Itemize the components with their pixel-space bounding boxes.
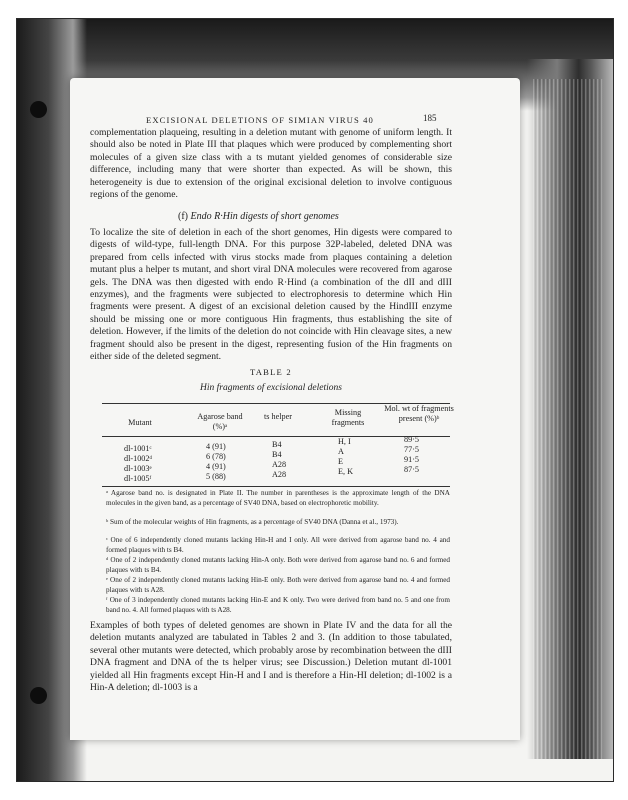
cell-missing: E, K [338, 467, 354, 476]
cell-missing: H, I [338, 437, 351, 446]
running-head: EXCISIONAL DELETIONS OF SIMIAN VIRUS 40 [146, 115, 374, 125]
cell-missing: A [338, 447, 344, 456]
section-heading [178, 211, 339, 222]
footnote-d: ᵈ One of 2 independently cloned mutants lacking Hin-A only. Both were derived from agarose band no. 6 and formed plaques with ts B4. [106, 556, 450, 574]
footnote-f: ᶠ One of 3 independently cloned mutants lacking Hin-E and K only. Two were derived from band no. 5 and one from band no. 4. All formed plaques with ts A28. [106, 596, 450, 614]
cell-band: 4 (91) [206, 442, 226, 451]
col-header-helper: ts helper [264, 412, 292, 421]
page-number: 185 [423, 113, 437, 123]
table-label: TABLE 2 [250, 367, 292, 377]
cell-band: 4 (91) [206, 462, 226, 471]
footnote-e: ᵉ One of 2 independently cloned mutants lacking Hin-E only. Both were derived from agarose band no. 4 and formed plaques with ts A28. [106, 576, 450, 594]
section-label: (f) [178, 211, 191, 222]
cell-mw: 87·5 [404, 465, 420, 474]
cell-mutant: dl-1003ᵉ [124, 464, 152, 473]
cell-band: 6 (78) [206, 452, 226, 461]
cell-helper: A28 [272, 460, 287, 469]
cell-band: 5 (88) [206, 472, 226, 481]
cell-mw: 77·5 [404, 445, 420, 454]
table-caption: Hin fragments of excisional deletions [200, 383, 342, 393]
cell-helper: A28 [272, 470, 287, 479]
cell-mutant: dl-1001ᶜ [124, 444, 152, 453]
binder-hole-top [30, 101, 47, 118]
cell-mw: 89·5 [404, 435, 420, 444]
footnote-c: ᶜ One of 6 independently cloned mutants lacking Hin-H and I only. All were derived from agarose band no. 4 and formed plaques with ts B4. [106, 536, 450, 554]
footnote-a: ᵃ Agarose band no. is designated in Plate II. The number in parentheses is the approximate length of the DNA molecules in the given band, as a percentage of SV40 DNA, based on electrophoretic mobility. [106, 489, 450, 507]
cell-mutant: dl-1005ᶠ [124, 474, 152, 483]
cell-helper: B4 [272, 440, 282, 449]
col-header-mw: Mol. wt of fragments present (%)ᵇ [384, 404, 454, 423]
cell-mutant: dl-1002ᵈ [124, 454, 153, 463]
table-header-rule [102, 436, 450, 437]
cell-missing: E [338, 457, 344, 466]
cell-mw: 91·5 [404, 455, 420, 464]
cell-helper: B4 [272, 450, 282, 459]
section-title: Endo R·Hin digests of short genomes [190, 211, 339, 222]
col-header-mutant: Mutant [128, 418, 152, 427]
col-header-missing: Missing fragments [331, 408, 365, 427]
intro-paragraph: complementation plaqueing, resulting in a deletion mutant with genome of uniform length. It should also be noted in Plate III that plaques which were produced by complementing short molecules of a given size class with a ts mutant yielded genomes of considerable size difference, including many that were shorter than expected. As will be shown, this heterogeneity is due to extension of the original excisional deletion to involve contiguous regions of the genome. [90, 127, 452, 201]
section-paragraph: To localize the site of deletion in each of the short genomes, Hin digests were compared to digests of wild-type, full-length DNA. For this purpose 32P-labeled, deleted DNA was prepared from cells infected with virus stocks made from plaques containing a deletion mutant plus a helper ts mutant, and short viral DNA molecules were recovered from agarose gels. The DNA was then digested with endo R·Hind (a combination of the dII and dIII enzymes), and the fragments were subjected to electrophoresis to determine which Hin fragments were present. A digest of an excisional deletion caused by the HindIII enzyme should be missing one or more contiguous Hin fragments, thus establishing the site of deletion. However, if the limits of the deletion do not coincide with Hin cleavage sites, a new fragment should also be present in the digest, representing fusion of the Hin fragments on either side of the deleted segment. [90, 227, 452, 363]
table-bottom-rule [102, 486, 450, 487]
binder-hole-bottom [30, 687, 47, 704]
closing-paragraph: Examples of both types of deleted genomes are shown in Plate IV and the data for all the deletion mutants analyzed are tabulated in Tables 2 and 3. (In addition to those tabulated, several other mutants were detected, which probably arose by recombination between the dIII DNA fragment and DNA of the ts helper virus; see Discussion.) Deletion mutant dl-1001 yielded all Hin fragments except Hin-H and I and is therefore a Hin-HI deletion; dl-1002 is a Hin-A deletion; dl-1003 is a [90, 620, 452, 694]
col-header-band: Agarose band (%)ᵃ [197, 412, 243, 431]
footnote-b: ᵇ Sum of the molecular weights of Hin fragments, as a percentage of SV40 DNA (Danna et al., 1973). [106, 518, 399, 526]
page-edges [533, 79, 603, 759]
